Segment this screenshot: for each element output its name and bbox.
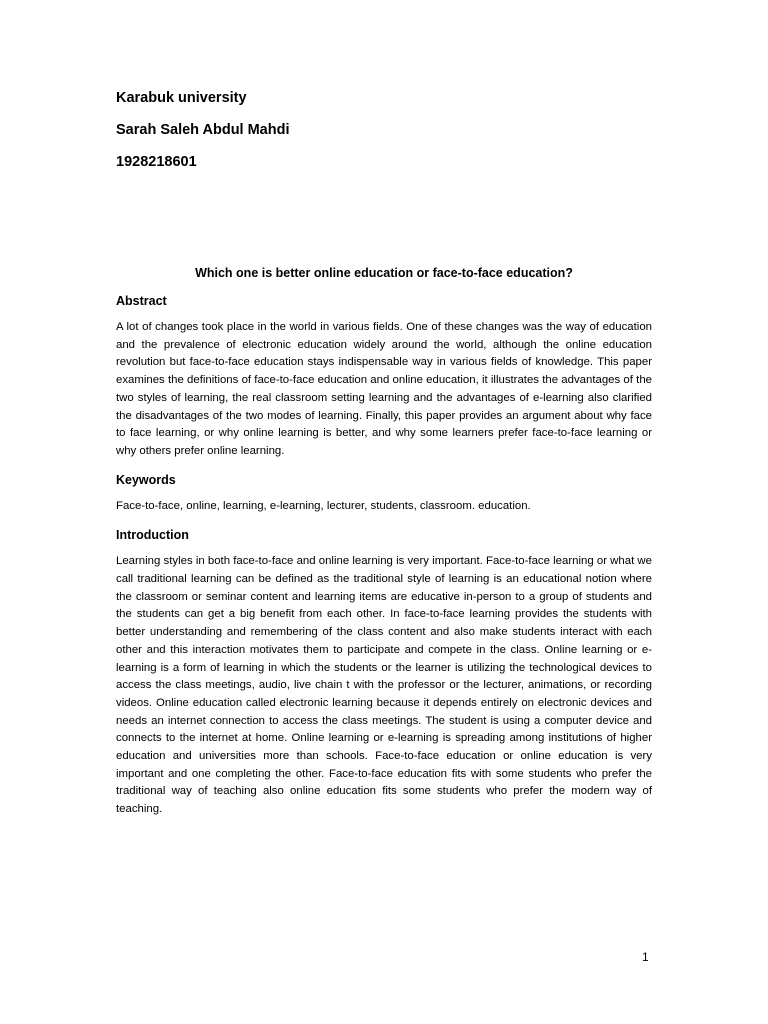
document-body	[116, 264, 652, 829]
abstract-heading: Abstract	[116, 294, 167, 308]
university-name: Karabuk university	[116, 90, 247, 106]
introduction-text: Learning styles in both face-to-face and online learning is very important. Face-to-face learning or what we call traditional learning can be defined as the traditional style of learning is an educational notion where the classroom or seminar content and learning items are educative in-person to a group of students and the students can get a big benefit from each other. In face-to-face learning provides the students with better understanding and remembering of the class content and also make students interact with each other and this interaction motivates them to participate and compete in the class. Online learning or e-learning is a form of learning in which the students or the learner is utilizing the technological devices to access the class meetings, audio, live chain t with the professor or the lecturer, animations, or recording videos. Online education called electronic learning because it depends entirely on electronic devices and needs an internet connection to access the class meetings. The student is using a computer device and connects to the internet at home. Online learning or e-learning is spreading among institutions of higher education and universities more than schools. Face-to-face education or online education is very important and one completing the other. Face-to-face education fits with some students who prefer the traditional way of teaching also online education fits some students who prefer the modern way of teaching.	[116, 555, 652, 816]
author-name: Sarah Saleh Abdul Mahdi	[116, 122, 290, 138]
paper-title: Which one is better online education or face-to-face education?	[195, 266, 573, 280]
student-id: 1928218601	[116, 154, 197, 170]
abstract-text: A lot of changes took place in the world in various fields. One of these changes was the way of education and the prevalence of electronic education widely around the world, although the online education revolution but face-to-face education stays indispensable way in various fields of knowledge. This paper examines the definitions of face-to-face education and online education, it illustrates the advantages of the two styles of learning, the real classroom setting learning and the advantages of e-learning also clarified the disadvantages of the two modes of learning. Finally, this paper provides an argument about why face to face learning, or why online learning is better, and why some learners prefer face-to-face learning or why others prefer online learning.	[116, 321, 652, 457]
author-header	[116, 88, 290, 184]
keywords-text: Face-to-face, online, learning, e-learning, lecturer, students, classroom. education.	[116, 499, 531, 512]
page-number: 1	[642, 950, 649, 964]
introduction-heading: Introduction	[116, 528, 189, 543]
keywords-heading: Keywords	[116, 472, 176, 487]
